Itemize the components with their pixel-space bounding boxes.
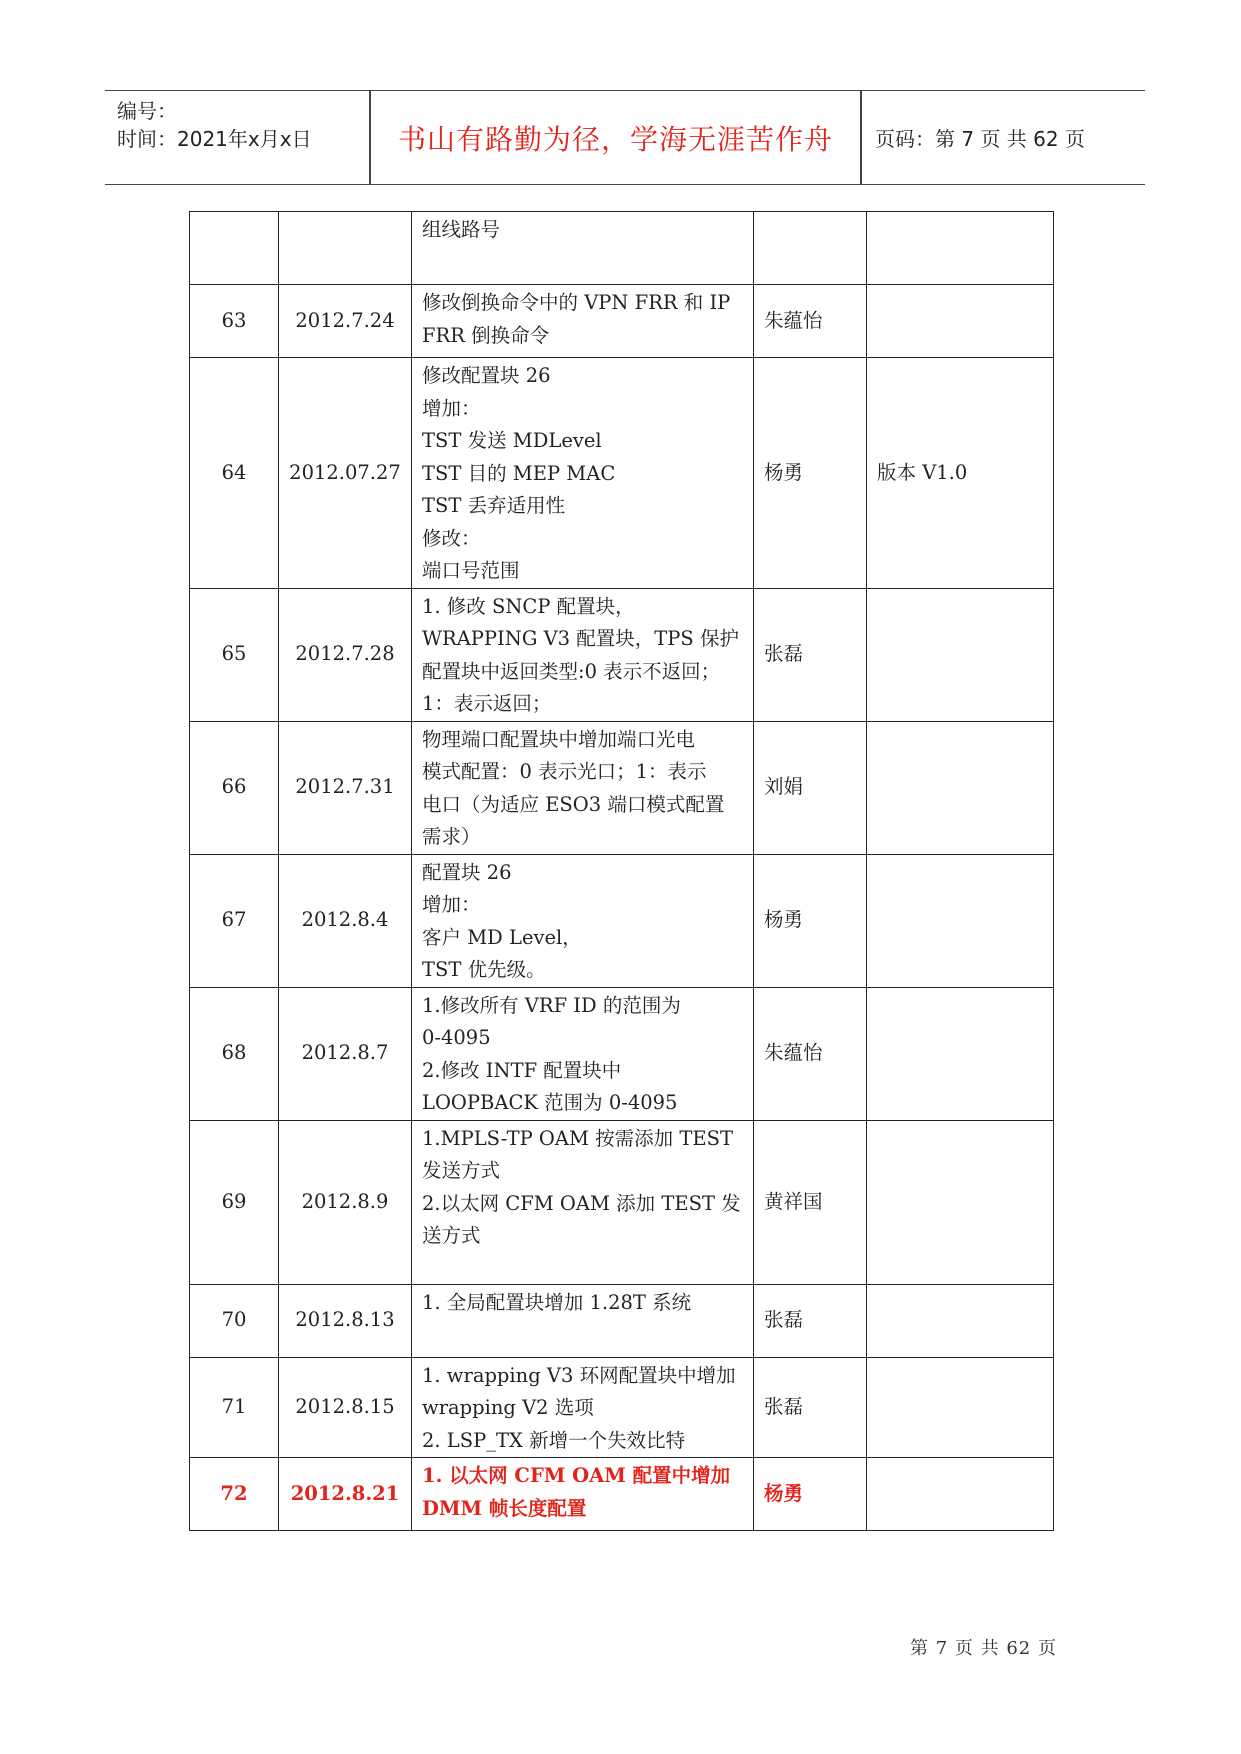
revision-table-body bbox=[190, 212, 1054, 1531]
row-number-cell: 63 bbox=[190, 285, 279, 358]
description-line: TST 优先级。 bbox=[422, 958, 546, 981]
row-note-cell bbox=[867, 212, 1054, 285]
description-line: FRR 倒换命令 bbox=[422, 323, 550, 347]
row-note-cell bbox=[867, 1120, 1054, 1284]
table-row bbox=[190, 1357, 1054, 1458]
row-author-cell: 张磊 bbox=[754, 1284, 867, 1357]
row-number-cell: 72 bbox=[190, 1458, 279, 1531]
header-motto: 书山有路勤为径，学海无涯苦作舟 bbox=[397, 122, 833, 156]
description-line: 1. wrapping V3 环网配置块中增加 bbox=[422, 1363, 736, 1387]
description-line: 组线路号 bbox=[422, 218, 501, 241]
description-line: 电口（为适应 ESO3 端口模式配置 bbox=[422, 792, 725, 816]
row-author-cell: 刘娟 bbox=[754, 721, 867, 854]
description-line: 需求） bbox=[422, 825, 481, 848]
description-line: 1.MPLS-TP OAM 按需添加 TEST bbox=[422, 1126, 733, 1150]
description-line: 1.修改所有 VRF ID 的范围为 bbox=[422, 993, 681, 1017]
row-number-cell: 71 bbox=[190, 1357, 279, 1458]
description-line: 0-4095 bbox=[422, 1026, 491, 1049]
row-author-cell bbox=[754, 212, 867, 285]
description-line: 配置块中返回类型:0 表示不返回； bbox=[422, 659, 721, 683]
description-line: wrapping V2 选项 bbox=[422, 1396, 594, 1419]
description-line: TST 发送 MDLevel bbox=[422, 429, 602, 452]
row-number-cell: 66 bbox=[190, 721, 279, 854]
table-row bbox=[190, 285, 1054, 358]
row-note-cell bbox=[867, 854, 1054, 987]
row-description-cell bbox=[412, 1284, 754, 1357]
table-row bbox=[190, 1120, 1054, 1284]
row-description-cell bbox=[412, 854, 754, 987]
row-author-cell: 张磊 bbox=[754, 588, 867, 721]
description-line: 修改配置块 26 bbox=[422, 364, 551, 387]
row-author-cell: 杨勇 bbox=[754, 358, 867, 589]
time-label: 时间：2021年x月x日 bbox=[117, 127, 312, 151]
row-number-cell: 67 bbox=[190, 854, 279, 987]
header-page-number: 页码：第 7 页 共 62 页 bbox=[875, 127, 1085, 151]
row-number-cell: 65 bbox=[190, 588, 279, 721]
row-note-cell bbox=[867, 1458, 1054, 1531]
row-note-cell bbox=[867, 588, 1054, 721]
row-author-cell: 朱蕴怡 bbox=[754, 987, 867, 1120]
table-row bbox=[190, 1284, 1054, 1357]
description-line: 增加： bbox=[422, 893, 481, 916]
row-number-cell: 69 bbox=[190, 1120, 279, 1284]
row-note-cell bbox=[867, 987, 1054, 1120]
page-footer: 第 7 页 共 62 页 bbox=[910, 1638, 1057, 1659]
table-row bbox=[190, 588, 1054, 721]
description-line: LOOPBACK 范围为 0-4095 bbox=[422, 1091, 678, 1114]
description-line: 2. LSP_TX 新增一个失效比特 bbox=[422, 1428, 686, 1452]
row-number-cell: 70 bbox=[190, 1284, 279, 1357]
row-note-cell bbox=[867, 285, 1054, 358]
description-line: 1. 以太网 CFM OAM 配置中增加 bbox=[422, 1464, 731, 1487]
header-meta bbox=[117, 91, 367, 184]
page-header bbox=[105, 90, 1145, 185]
description-line: 修改： bbox=[422, 526, 481, 550]
row-description-cell bbox=[412, 1357, 754, 1458]
row-date-cell: 2012.07.27 bbox=[279, 358, 412, 589]
description-line: 1：表示返回； bbox=[422, 692, 552, 715]
row-description-cell bbox=[412, 285, 754, 358]
row-note-cell bbox=[867, 1357, 1054, 1458]
row-date-cell: 2012.7.28 bbox=[279, 588, 412, 721]
row-note-cell: 版本 V1.0 bbox=[867, 358, 1054, 589]
description-line: 端口号范围 bbox=[422, 559, 520, 582]
row-date-cell bbox=[279, 212, 412, 285]
table-row bbox=[190, 358, 1054, 589]
description-line: 2.以太网 CFM OAM 添加 TEST 发 bbox=[422, 1191, 741, 1215]
row-date-cell: 2012.7.24 bbox=[279, 285, 412, 358]
table-row bbox=[190, 212, 1054, 285]
description-line: 增加： bbox=[422, 396, 481, 420]
serial-label: 编号： bbox=[117, 99, 177, 123]
row-description-cell bbox=[412, 1458, 754, 1531]
description-line: 1. 全局配置块增加 1.28T 系统 bbox=[422, 1290, 692, 1314]
row-author-cell: 黄祥国 bbox=[754, 1120, 867, 1284]
table-row bbox=[190, 987, 1054, 1120]
row-description-cell bbox=[412, 588, 754, 721]
row-author-cell: 朱蕴怡 bbox=[754, 285, 867, 358]
row-date-cell: 2012.7.31 bbox=[279, 721, 412, 854]
row-date-cell: 2012.8.7 bbox=[279, 987, 412, 1120]
description-line: 配置块 26 bbox=[422, 860, 512, 884]
description-line: 客户 MD Level， bbox=[422, 925, 582, 949]
row-date-cell: 2012.8.9 bbox=[279, 1120, 412, 1284]
description-line: 模式配置：0 表示光口；1：表示 bbox=[422, 760, 707, 783]
description-line: TST 目的 MEP MAC bbox=[422, 461, 616, 485]
row-description-cell bbox=[412, 987, 754, 1120]
header-divider bbox=[860, 91, 862, 184]
row-note-cell bbox=[867, 721, 1054, 854]
table-row bbox=[190, 854, 1054, 987]
description-line: 发送方式 bbox=[422, 1159, 501, 1182]
row-note-cell bbox=[867, 1284, 1054, 1357]
row-description-cell bbox=[412, 1120, 754, 1284]
row-date-cell: 2012.8.13 bbox=[279, 1284, 412, 1357]
description-line: 送方式 bbox=[422, 1224, 481, 1247]
description-line: WRAPPING V3 配置块，TPS 保护 bbox=[422, 627, 739, 650]
description-line: TST 丢弃适用性 bbox=[422, 494, 566, 517]
row-number-cell: 68 bbox=[190, 987, 279, 1120]
row-description-cell bbox=[412, 212, 754, 285]
row-author-cell: 张磊 bbox=[754, 1357, 867, 1458]
row-date-cell: 2012.8.21 bbox=[279, 1458, 412, 1531]
description-line: 修改倒换命令中的 VPN FRR 和 IP bbox=[422, 291, 731, 314]
row-number-cell bbox=[190, 212, 279, 285]
row-description-cell bbox=[412, 358, 754, 589]
revision-table bbox=[189, 211, 1054, 1531]
row-description-cell bbox=[412, 721, 754, 854]
row-date-cell: 2012.8.4 bbox=[279, 854, 412, 987]
description-line: 物理端口配置块中增加端口光电 bbox=[422, 727, 696, 751]
table-row bbox=[190, 1458, 1054, 1531]
row-author-cell: 杨勇 bbox=[754, 1458, 867, 1531]
description-line: 2.修改 INTF 配置块中 bbox=[422, 1058, 622, 1082]
description-line: 1. 修改 SNCP 配置块， bbox=[422, 594, 635, 618]
row-date-cell: 2012.8.15 bbox=[279, 1357, 412, 1458]
table-row bbox=[190, 721, 1054, 854]
row-number-cell: 64 bbox=[190, 358, 279, 589]
description-line: DMM 帧长度配置 bbox=[422, 1496, 587, 1520]
row-author-cell: 杨勇 bbox=[754, 854, 867, 987]
